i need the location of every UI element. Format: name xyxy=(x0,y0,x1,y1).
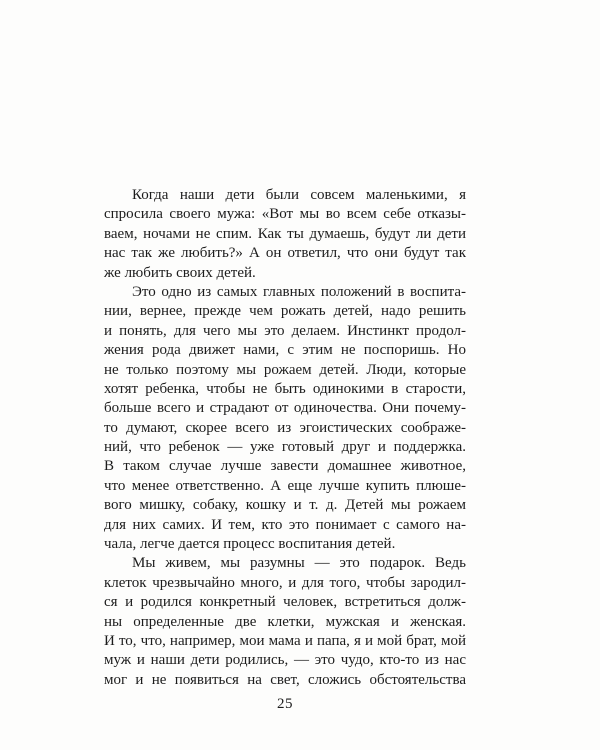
text-line: что менее ответственно. А еще лучше купить плюше- xyxy=(104,477,466,494)
text-line: не только поэтому мы рожаем детей. Люди, которые xyxy=(104,361,466,378)
text-line: ваем, ночами не спим. Как ты думаешь, будут ли дети xyxy=(104,225,466,242)
text-line: для них самих. И тем, кто это понимает с самого на- xyxy=(104,516,466,533)
text-line: же любить своих детей. xyxy=(104,264,256,281)
text-line: больше всего и страдают от одиночества. Они почему- xyxy=(104,400,466,417)
text-line: Мы живем, мы разумны — это подарок. Ведь xyxy=(132,555,466,572)
paragraph xyxy=(104,554,466,690)
text-line: хотят ребенка, чтобы не быть одинокими в старости, xyxy=(104,380,466,397)
text-line: чала, легче дается процесс воспитания детей. xyxy=(104,536,396,553)
text-line: Это одно из самых главных положений в воспита- xyxy=(132,283,466,300)
body-text xyxy=(104,186,466,690)
text-line: вого мишку, собаку, кошку и т. д. Детей мы рожаем xyxy=(104,497,466,514)
text-line: муж и наши дети родились, — это чудо, кто-то из нас xyxy=(104,652,466,669)
paragraph xyxy=(104,186,466,283)
text-line: Когда наши дети были совсем маленькими, я xyxy=(132,187,466,203)
text-line: ний, что ребенок — уже готовый друг и поддержка. xyxy=(104,439,466,456)
text-line: нии, вернее, прежде чем рожать детей, надо решить xyxy=(104,303,466,320)
text-line: ся и родился конкретный человек, встретиться долж- xyxy=(104,594,466,611)
text-line: клеток чрезвычайно много, и для того, чтобы зародил- xyxy=(104,574,466,591)
text-line: спросила своего мужа: «Вот мы во всем себе отказы- xyxy=(104,206,466,223)
text-line: ны определенные две клетки, мужская и женская. xyxy=(104,613,466,630)
page-number: 25 xyxy=(277,696,293,712)
text-line: то думают, скорее всего из эгоистических соображе- xyxy=(104,419,466,436)
text-line: и понять, для чего мы это делаем. Инстинкт продол- xyxy=(104,322,466,339)
text-line: В таком случае лучше завести домашнее животное, xyxy=(104,458,466,475)
text-line: нас так же любить?» А он ответил, что они будут так xyxy=(104,245,466,262)
paragraph xyxy=(104,283,466,554)
text-line: жения рода движет нами, с этим не поспоришь. Но xyxy=(104,342,466,359)
text-line: И то, что, например, мои мама и папа, я и мой брат, мой xyxy=(104,632,466,649)
text-line: мог и не появиться на свет, сложись обстоятельства xyxy=(104,671,466,688)
